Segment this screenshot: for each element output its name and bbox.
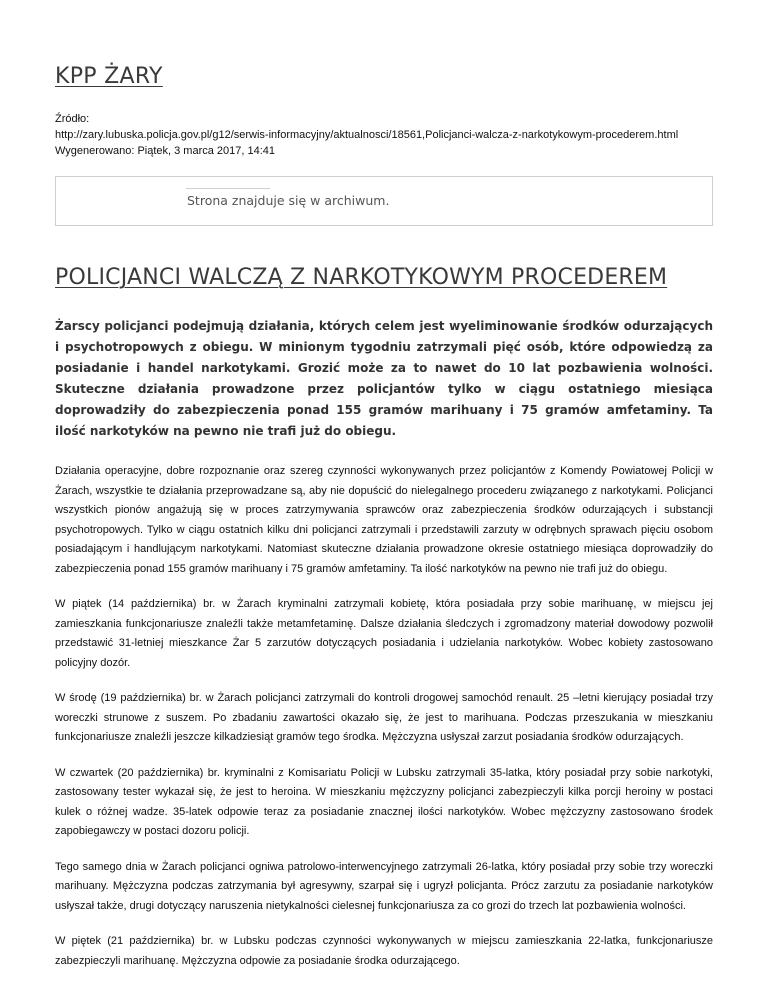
site-title[interactable]: KPP ŻARY bbox=[55, 64, 163, 89]
article-paragraph: W czwartek (20 października) br. kryminalni z Komisariatu Policji w Lubsku zatrzymali 35-latka, który posiadał przy sobie narkotyki, zastosowany tester wykazał się, że jest to heroina. W mieszkaniu mężczyzny policjanci zabezpieczyli kilka porcji heroiny w postaci kulek o różnej wadze. 35-latek odpowie teraz za posiadanie znacznej ilości narkotyków. Wobec mężczyzny zastosowano środek zapobiegawczy w postaci dozoru policji. bbox=[55, 766, 713, 837]
archive-notice: Strona znajduje się w archiwum. bbox=[187, 193, 390, 208]
article-paragraph: Działania operacyjne, dobre rozpoznanie oraz szereg czynności wykonywanych przez policjantów z Komendy Powiatowej Policji w Żarach, wszystkie te działania przeprowadzane są, aby nie dopuścić do nielegalnego procederu związanego z narkotykami. Policjanci wszystkich pionów angażują się w proces zatrzymywania sprawców oraz zabezpieczenia środków odurzających i substancji psychotropowych. Tylko w ciągu ostatnich kilku dni policjanci zatrzymali i przedstawili zarzuty w odrębnych sprawach pięciu osobom posiadającym i handlującym narkotykami. Natomiast skuteczne działania prowadzone okresie ostatniego miesiąca doprowadziły do zabezpieczenia ponad 155 gramów marihuany i 75 gramów amfetaminy. Ta ilość narkotyków na pewno nie trafi już do obiegu. bbox=[55, 465, 713, 575]
source-label: Źródło: bbox=[55, 113, 90, 125]
print-meta bbox=[55, 111, 713, 159]
article-paragraph: W piątek (14 października) br. w Żarach kryminalni zatrzymali kobietę, która posiadała przy sobie marihuanę, w miejscu jej zamieszkania funkcjonariusze znaleźli także metamfetaminę. Dalsze działania śledczych i zgromadzony materiał dowodowy pozwolił przedstawić 31-letniej mieszkance Żar 5 zarzutów dotyczących posiadania i udzielania narkotyków. Wobec kobiety zastosowano policyjny dozór. bbox=[55, 598, 713, 669]
archive-notice-box bbox=[55, 176, 713, 226]
article-lead: Żarscy policjanci podejmują działania, których celem jest wyeliminowanie środków odurzających i psychotropowych z obiegu. W minionym tygodniu zatrzymali pięć osób, które odpowiedzą za posiadanie i handel narkotykami. Grozić może za to nawet do 10 lat pozbawienia wolności. Skuteczne działania prowadzone przez policjantów tylko w ciągu ostatniego miesiąca doprowadziły do zabezpieczenia ponad 155 gramów marihuany i 75 gramów amfetaminy. Ta ilość narkotyków na pewno nie trafi już do obiegu. bbox=[55, 319, 713, 438]
article-paragraph: W piętek (21 października) br. w Lubsku podczas czynności wykonywanych w miejscu zamieszkania 22-latka, funkcjonariusze zabezpieczyli marihuanę. Mężczyzna odpowie za posiadanie środka odurzającego. bbox=[55, 935, 713, 967]
article-paragraph: W środę (19 października) br. w Żarach policjanci zatrzymali do kontroli drogowej samochód renault. 25 –letni kierujący posiadał trzy woreczki strunowe z suszem. Po zbadaniu zawartości okazało się, że jest to marihuana. Podczas przeszukania w mieszkaniu funkcjonariusze znaleźli jeszcze kilkadziesiąt gramów tego środka. Mężczyzna usłyszał zarzut posiadania środków odurzających. bbox=[55, 692, 713, 743]
archive-divider bbox=[186, 188, 270, 189]
article-paragraph: Tego samego dnia w Żarach policjanci ogniwa patrolowo-interwencyjnego zatrzymali 26-latka, który posiadał przy sobie trzy woreczki marihuany. Mężczyzna podczas zatrzymania był agresywny, szarpał się i ugryzł policjanta. Prócz zarzutu za posiadanie narkotyków usłyszał także, drugi dotyczący naruszenia nietykalności cielesnej funkcjonariusza za co grozi do trzech lat pozbawienia wolności. bbox=[55, 860, 713, 912]
article-title[interactable]: POLICJANCI WALCZĄ Z NARKOTYKOWYM PROCEDEREM bbox=[55, 265, 668, 290]
source-url: http://zary.lubuska.policja.gov.pl/g12/serwis-informacyjny/aktualnosci/18561,Policjanci-walcza-z-narkotykowym-procederem.html bbox=[55, 129, 679, 141]
generated-date: Wygenerowano: Piątek, 3 marca 2017, 14:41 bbox=[55, 145, 276, 157]
